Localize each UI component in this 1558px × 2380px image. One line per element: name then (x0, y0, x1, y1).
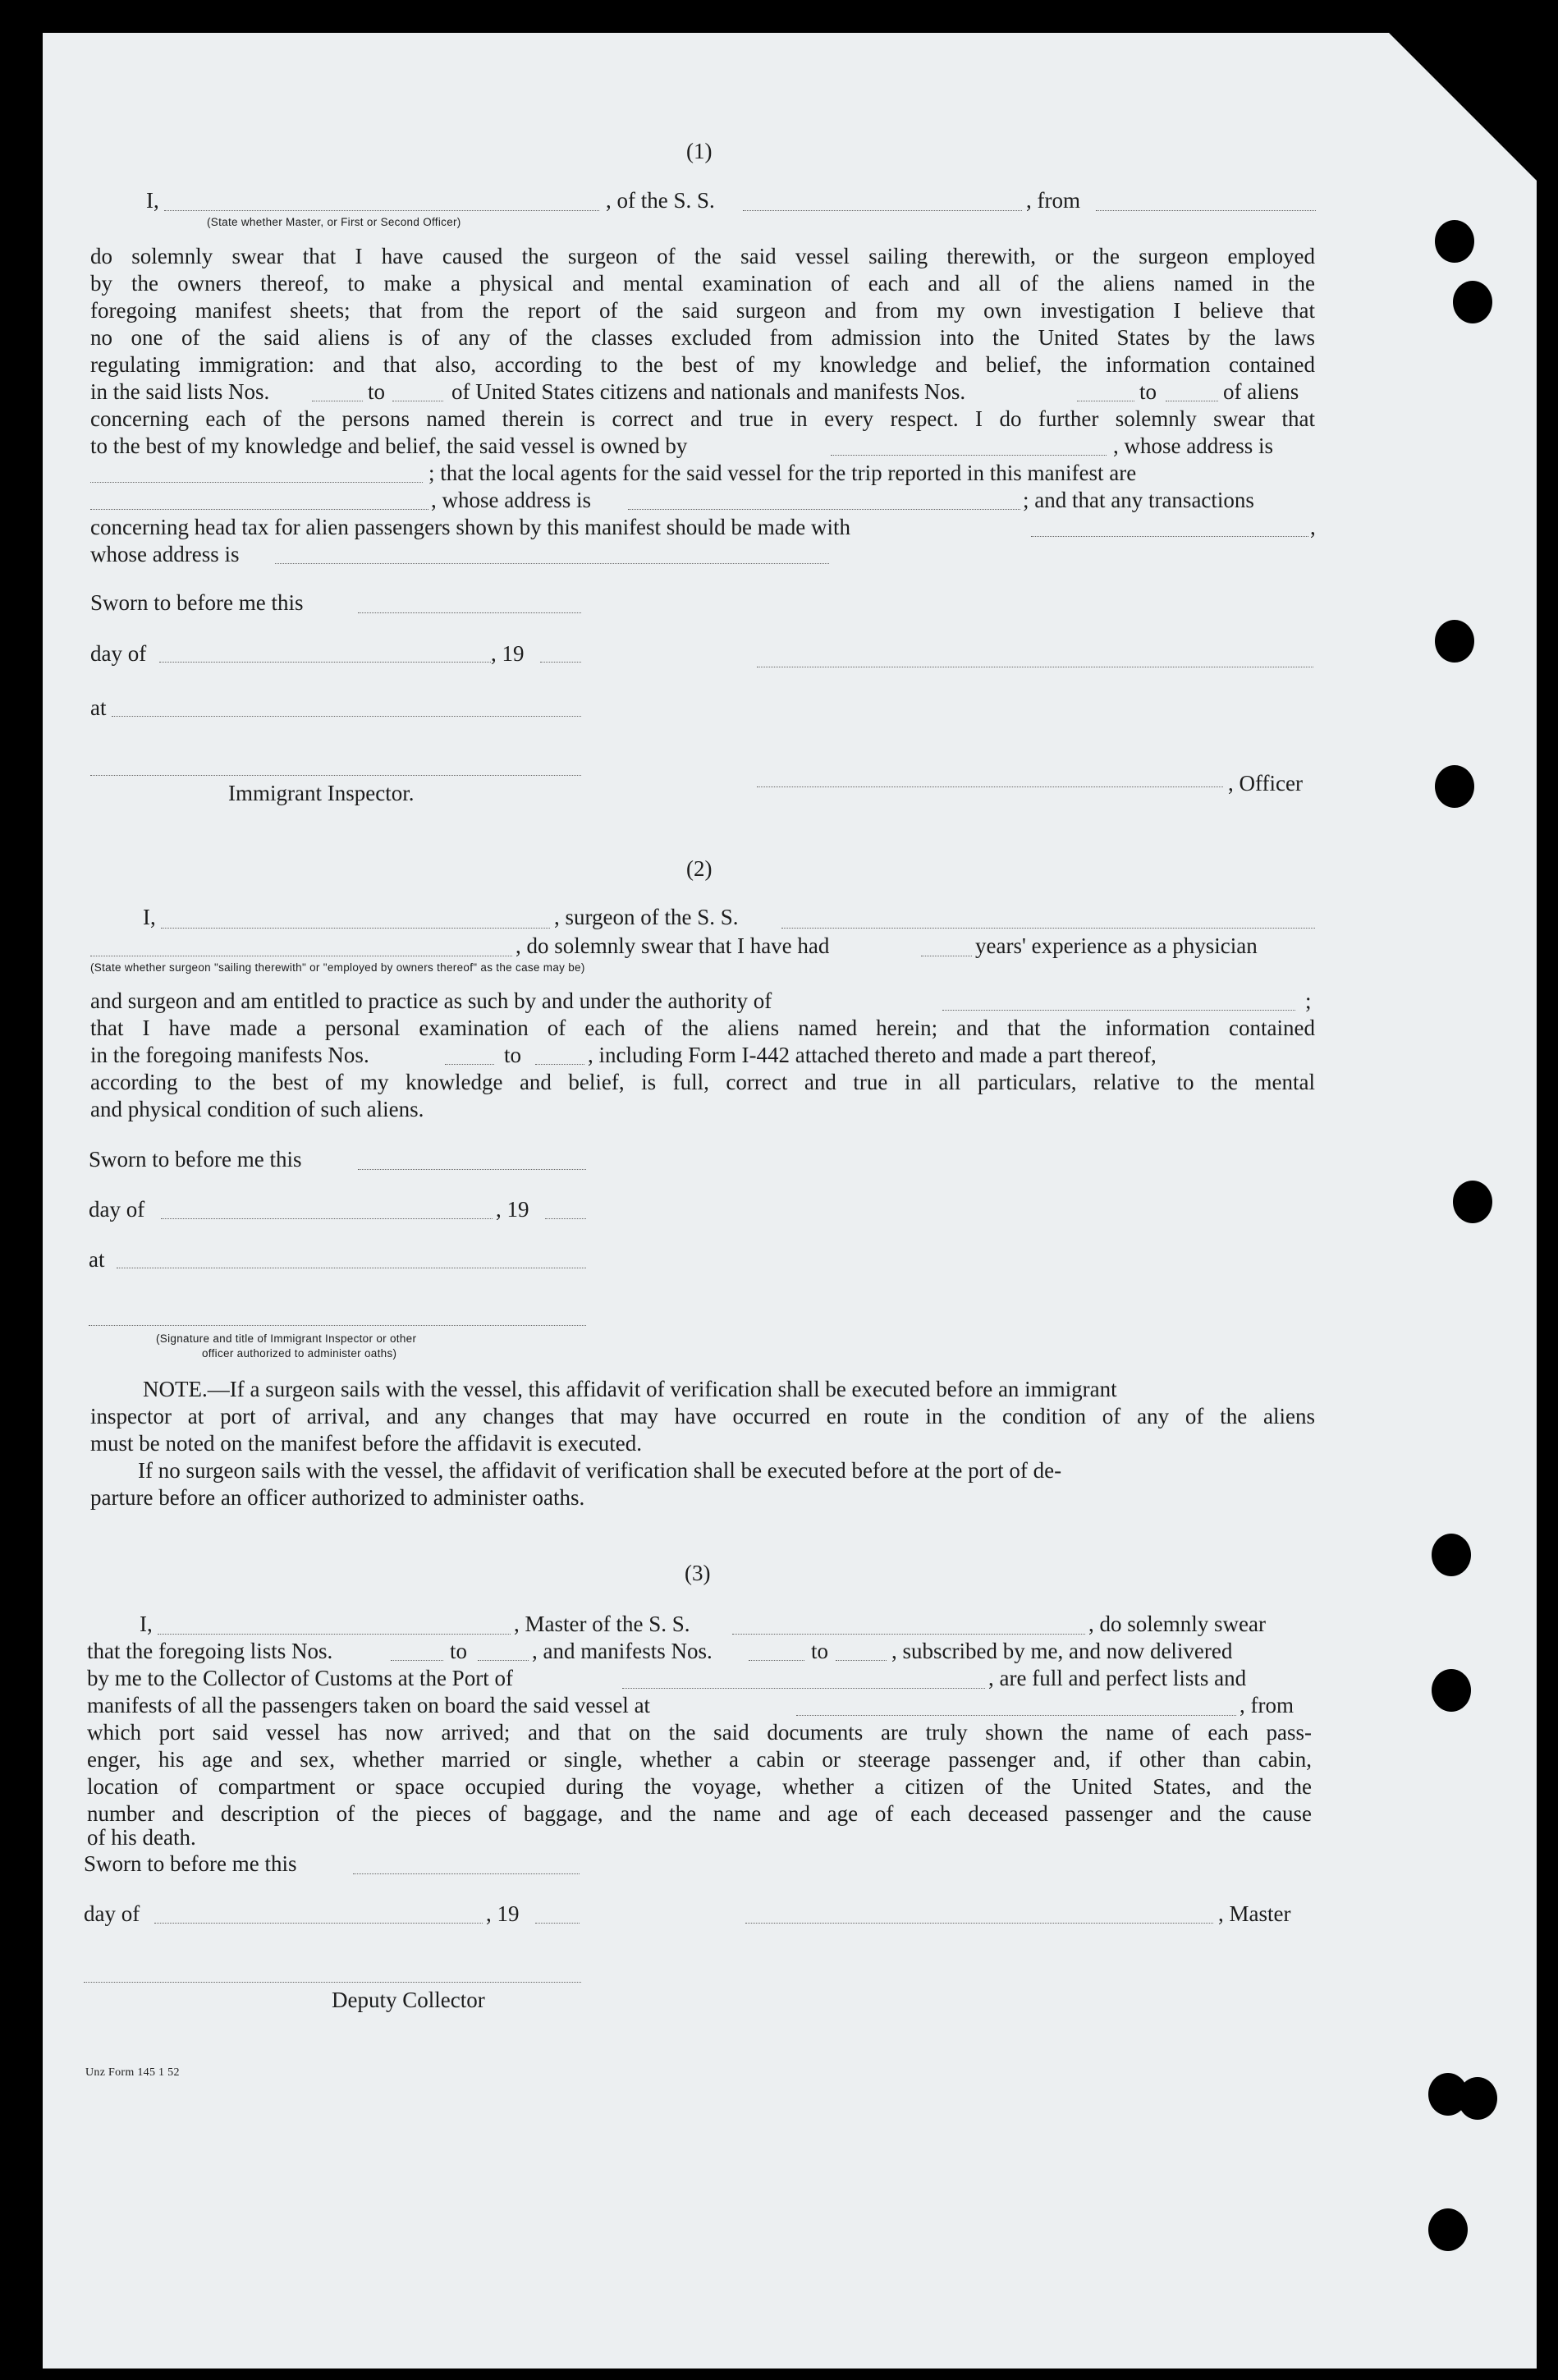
section-1-number: (1) (686, 139, 713, 163)
s1-owner-address-field[interactable] (90, 482, 423, 483)
s1-i-label: I, (146, 188, 159, 213)
binder-hole (1428, 2208, 1468, 2251)
s1-month-field[interactable] (159, 662, 491, 663)
s3-year-field[interactable] (535, 1923, 580, 1924)
s2-i-label: I, (143, 905, 156, 929)
s1-l12: whose address is (90, 542, 240, 566)
binder-hole (1453, 1181, 1492, 1223)
s3-l2a: that the foregoing lists Nos. (87, 1639, 333, 1663)
s1-inspector-label: Immigrant Inspector. (228, 781, 415, 805)
s1-master-note: (State whether Master, or First or Second Officer) (207, 216, 461, 228)
s1-l6c: of United States citizens and nationals and manifests Nos. (451, 379, 966, 404)
s1-vessel-name-field[interactable] (743, 210, 1022, 211)
s3-month-field[interactable] (154, 1923, 483, 1924)
s2-l5b: to (504, 1043, 522, 1067)
form-id: Unz Form 145 1 52 (85, 2066, 180, 2079)
s2-sworn-label: Sworn to before me this (89, 1147, 302, 1172)
s2-surgeon-note: (State whether surgeon "sailing therewith" or "employed by owners thereof" as the case may be) (90, 961, 585, 974)
binder-hole (1453, 281, 1492, 323)
s2-inspector-signature-field[interactable] (89, 1325, 586, 1326)
s1-l6e: of aliens (1223, 379, 1299, 404)
s3-sworn-date-field[interactable] (353, 1873, 580, 1874)
s1-l6a: in the said lists Nos. (90, 379, 270, 404)
s1-year-field[interactable] (540, 662, 581, 663)
section-2-number: (2) (686, 856, 713, 881)
s1-line-1: do solemnly swear that I have caused the surgeon of the said vessel sailing therewith, or the surgeon employed (90, 244, 1315, 268)
s1-line-7: concerning each of the persons named therein is correct and true in every respect. I do further solemnly swear that (90, 406, 1315, 431)
s3-vessel-field[interactable] (732, 1634, 1085, 1635)
s2-month-field[interactable] (161, 1218, 493, 1219)
binder-hole (1432, 1534, 1471, 1576)
s1-agents-field[interactable] (90, 509, 428, 510)
s3-master-sig-label: , Master (1218, 1901, 1291, 1926)
s3-i-label: I, (140, 1612, 153, 1636)
s2-manifests-to-field[interactable] (535, 1064, 584, 1065)
s3-lists-to-field[interactable] (478, 1660, 529, 1661)
s1-l8a: to the best of my knowledge and belief, the said vessel is owned by (90, 433, 688, 458)
s1-of-the-ss-label: , of the S. S. (606, 188, 715, 213)
binder-hole (1435, 765, 1474, 808)
s1-from-port-field[interactable] (1096, 210, 1316, 211)
s3-boarding-port-field[interactable] (796, 1715, 1236, 1716)
s3-line-5: which port said vessel has now arrived; and that on the said documents are truly shown the name of each pass- (87, 1720, 1312, 1745)
s3-l3a: by me to the Collector of Customs at the Port of (87, 1666, 513, 1690)
s3-dayof-label: day of (84, 1901, 140, 1926)
s2-l2b: years' experience as a physician (975, 933, 1258, 958)
s1-l9: ; that the local agents for the said vessel for the trip reported in this manifest are (428, 461, 1137, 485)
s3-master-label: , Master of the S. S. (514, 1612, 690, 1636)
s3-year-label: , 19 (486, 1901, 520, 1926)
s1-officer-label: , Officer (1228, 771, 1303, 796)
s1-owner-field[interactable] (831, 455, 1107, 456)
s3-master-signature-field[interactable] (745, 1923, 1213, 1924)
s2-sig-note-2: officer authorized to administer oaths) (202, 1347, 397, 1360)
s3-l2d: to (811, 1639, 829, 1663)
s2-dayof-label: day of (89, 1197, 145, 1222)
s1-sworn-date-field[interactable] (358, 612, 581, 613)
s2-line-6: according to the best of my knowledge and belief, is full, correct and true in all particulars, relative to the mental (90, 1070, 1315, 1094)
s2-sworn-date-field[interactable] (358, 1169, 586, 1170)
s2-manifests-from-field[interactable] (445, 1064, 494, 1065)
s1-head-tax-contact-field[interactable] (1031, 536, 1308, 537)
s3-master-name-field[interactable] (158, 1634, 511, 1635)
note-line-4: If no surgeon sails with the vessel, the affidavit of verification shall be executed before at the port of de- (138, 1458, 1062, 1483)
s1-l6d: to (1139, 379, 1157, 404)
s2-l5c: , including Form I-442 attached thereto and made a part thereof, (588, 1043, 1157, 1067)
s3-deputy-signature-field[interactable] (84, 1982, 581, 1983)
s1-l10b: ; and that any transactions (1023, 488, 1254, 512)
s1-contact-address-field[interactable] (275, 563, 829, 564)
s2-line-4: that I have made a personal examination of each of the aliens named herein; and that the information contained (90, 1016, 1315, 1040)
s1-line-3: foregoing manifest sheets; that from the report of the said surgeon and from my own investigation I believe that (90, 298, 1315, 323)
s1-line-4: no one of the said aliens is of any of the classes excluded from admission into the United States by the laws (90, 325, 1315, 350)
s3-lists-from-field[interactable] (391, 1660, 443, 1661)
s3-line-7: location of compartment or space occupied during the voyage, whether a citizen of the United States, and the (87, 1774, 1312, 1799)
s2-surgeon-label: , surgeon of the S. S. (554, 905, 739, 929)
s1-l11a: concerning head tax for alien passengers shown by this manifest should be made with (90, 515, 851, 539)
binder-hole (1458, 2077, 1497, 2120)
s1-sworn-label: Sworn to before me this (90, 590, 304, 615)
s3-l2c: , and manifests Nos. (532, 1639, 713, 1663)
s2-vessel-field[interactable] (781, 928, 1315, 929)
s1-l10a: , whose address is (431, 488, 591, 512)
s2-authority-field[interactable] (942, 1010, 1295, 1011)
s1-l8b: , whose address is (1113, 433, 1273, 458)
s3-manifests-from-field[interactable] (749, 1660, 804, 1661)
binder-hole (1435, 220, 1474, 263)
s3-l2e: , subscribed by me, and now delivered (891, 1639, 1233, 1663)
s3-l4a: manifests of all the passengers taken on board the said vessel at (87, 1693, 651, 1717)
s1-l11b: , (1310, 515, 1316, 539)
s1-officer-name-field[interactable] (164, 210, 599, 211)
s1-l6b: to (368, 379, 386, 404)
note-line-2: inspector at port of arrival, and any changes that may have occurred en route in the condition of any of the aliens (90, 1404, 1315, 1428)
s2-year-label: , 19 (496, 1197, 529, 1222)
s2-sig-note-1: (Signature and title of Immigrant Inspector or other (156, 1332, 417, 1345)
binder-hole (1432, 1669, 1471, 1712)
s3-l3b: , are full and perfect lists and (988, 1666, 1247, 1690)
s2-surgeon-name-field[interactable] (161, 928, 550, 929)
s1-year-label: , 19 (491, 641, 525, 666)
s2-l5a: in the foregoing manifests Nos. (90, 1043, 369, 1067)
s2-line-7: and physical condition of such aliens. (90, 1097, 424, 1121)
s1-from-label: , from (1026, 188, 1080, 213)
note-line-5: parture before an officer authorized to administer oaths. (90, 1485, 585, 1510)
s3-sworn-label: Sworn to before me this (84, 1851, 297, 1876)
binder-hole (1435, 620, 1474, 663)
s3-line-6: enger, his age and sex, whether married or single, whether a cabin or steerage passenger and, if other than cabin, (87, 1747, 1312, 1772)
s1-inspector-signature-field[interactable] (90, 775, 581, 776)
s1-at-field[interactable] (112, 716, 581, 717)
s3-manifests-to-field[interactable] (836, 1660, 887, 1661)
s3-line-8: number and description of the pieces of baggage, and the name and age of each deceased passenger and the cause (87, 1801, 1312, 1826)
s2-l2a: , do solemnly swear that I have had (516, 933, 830, 958)
s1-dayof-label: day of (90, 641, 147, 666)
s1-agents-address-field[interactable] (628, 509, 1020, 510)
note-line-3: must be noted on the manifest before the affidavit is executed. (90, 1431, 643, 1456)
s2-l3a: and surgeon and am entitled to practice as such by and under the authority of (90, 988, 772, 1013)
s2-year-field[interactable] (545, 1218, 586, 1219)
s3-swear-label: , do solemnly swear (1088, 1612, 1266, 1636)
s1-line-5: regulating immigration: and that also, according to the best of my knowledge and belief, the information contained (90, 352, 1315, 377)
s3-l4b: , from (1240, 1693, 1294, 1717)
note-line-1: NOTE.—If a surgeon sails with the vessel, this affidavit of verification shall be executed before an immigrant (143, 1377, 1117, 1401)
s3-line-9: of his death. (87, 1825, 196, 1850)
s2-at-label: at (89, 1247, 105, 1272)
s3-deputy-label: Deputy Collector (332, 1988, 485, 2012)
s2-l3b: ; (1305, 988, 1312, 1013)
s1-line-2: by the owners thereof, to make a physical and mental examination of each and all of the aliens named in the (90, 271, 1315, 296)
s3-l2b: to (450, 1639, 468, 1663)
s1-at-label: at (90, 695, 107, 720)
s3-port-field[interactable] (622, 1688, 985, 1689)
s1-officer-title-field[interactable] (757, 786, 1223, 787)
section-3-number: (3) (685, 1561, 711, 1585)
